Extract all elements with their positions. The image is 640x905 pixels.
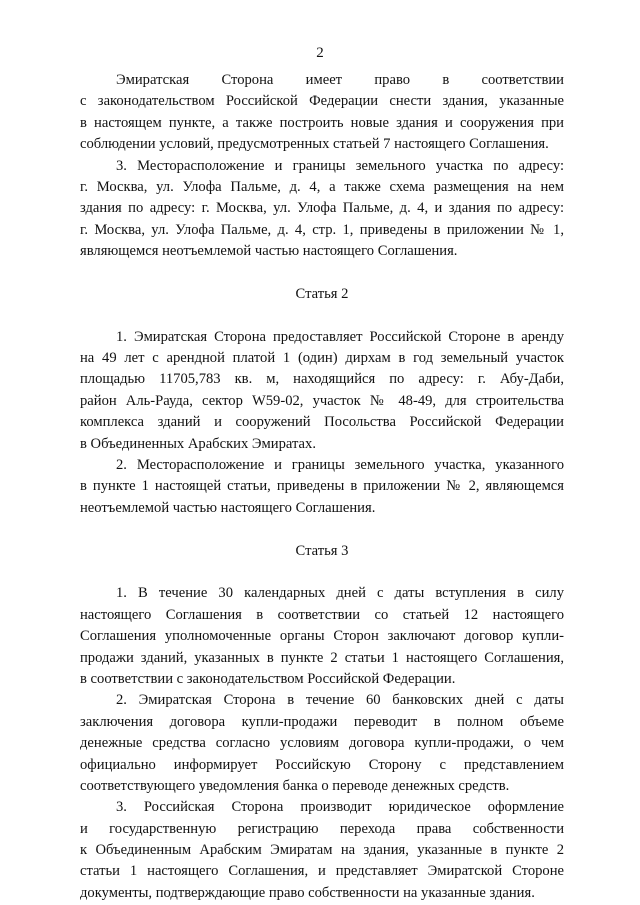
paragraph-line: 3. Месторасположение и границы земельного участка по адресу: [116, 157, 564, 174]
paragraph-line: денежные средства согласно условиям договора купли-продажи, о чем [80, 735, 564, 752]
paragraph-line: являющемся неотъемлемой частью настоящего Соглашения. [80, 243, 458, 260]
paragraph-line: площадью 11705,783 кв. м, находящийся по адресу: г. Абу-Даби, [80, 371, 564, 388]
article-heading: Статья 2 [295, 285, 349, 302]
page-number: 2 [316, 45, 324, 61]
paragraph-line: на 49 лет с арендной платой 1 (один) дирхам в год земельный участок [80, 350, 564, 367]
paragraph-line: статьи 1 настоящего Соглашения, и представляет Эмиратской Стороне [80, 863, 564, 880]
paragraph-line: официально информирует Российскую Сторону с представлением [80, 756, 564, 773]
paragraph-line: соблюдении условий, предусмотренных статьей 7 настоящего Соглашения. [80, 136, 549, 153]
paragraph-line: заключения договора купли-продажи переводит в полном объеме [80, 713, 564, 730]
paragraph-line: 2. Эмиратская Сторона в течение 60 банковских дней с даты [116, 692, 564, 709]
paragraph-line: к Объединенным Арабским Эмиратам на здания, указанные в пункте 2 [80, 842, 564, 859]
paragraph-line: г. Москва, ул. Улофа Пальме, д. 4, а также схема размещения на нем [80, 178, 564, 195]
paragraph-line: Соглашения уполномоченные органы Сторон заключают договор купли- [80, 628, 564, 645]
paragraph-line: в Объединенных Арабских Эмиратах. [80, 435, 316, 452]
paragraph-line: Эмиратская Сторона имеет право в соответствии [116, 72, 564, 88]
paragraph-line: район Аль-Рауда, сектор W59-02, участок № 48-49, для строительства [80, 392, 564, 409]
paragraph-line: соответствующего уведомления банка о переводе денежных средств. [80, 777, 510, 794]
paragraph-line: настоящего Соглашения в соответствии со статьей 12 настоящего [80, 606, 564, 623]
paragraph-line: в соответствии с законодательством Российской Федерации. [80, 670, 456, 687]
paragraph-line: продажи зданий, указанных в пункте 2 статьи 1 настоящего Соглашения, [80, 649, 564, 666]
paragraph-line: 1. Эмиратская Сторона предоставляет Российской Стороне в аренду [116, 328, 564, 345]
paragraph-line: в пункте 1 настоящей статьи, приведены в приложении № 2, являющемся [80, 478, 564, 495]
paragraph-line: неотъемлемой частью настоящего Соглашения. [80, 499, 376, 516]
document-body [80, 70, 564, 904]
paragraph-line: здания по адресу: г. Москва, ул. Улофа Пальме, д. 4, и здания по адресу: [80, 200, 564, 217]
paragraph-line: с законодательством Российской Федерации снести здания, указанные [80, 93, 564, 110]
paragraph-line: 1. В течение 30 календарных дней с даты вступления в силу [116, 585, 564, 602]
paragraph-line: 2. Месторасположение и границы земельного участка, указанного [116, 457, 564, 474]
paragraph-line: в настоящем пункте, а также построить новые здания и сооружения при [80, 114, 564, 131]
paragraph-line: документы, подтверждающие право собственности на указанные здания. [80, 884, 535, 901]
paragraph-line: комплекса зданий и сооружений Посольства Российской Федерации [80, 414, 564, 431]
article-heading: Статья 3 [295, 542, 349, 559]
spacer [80, 305, 564, 326]
spacer [80, 519, 564, 540]
paragraph-line: г. Москва, ул. Улофа Пальме, д. 4, стр. 1, приведены в приложении № 1, [80, 221, 564, 238]
paragraph-line: 3. Российская Сторона производит юридическое оформление [116, 799, 564, 816]
spacer [80, 562, 564, 583]
paragraph-line: и государственную регистрацию перехода права собственности [80, 820, 564, 837]
spacer [80, 263, 564, 284]
